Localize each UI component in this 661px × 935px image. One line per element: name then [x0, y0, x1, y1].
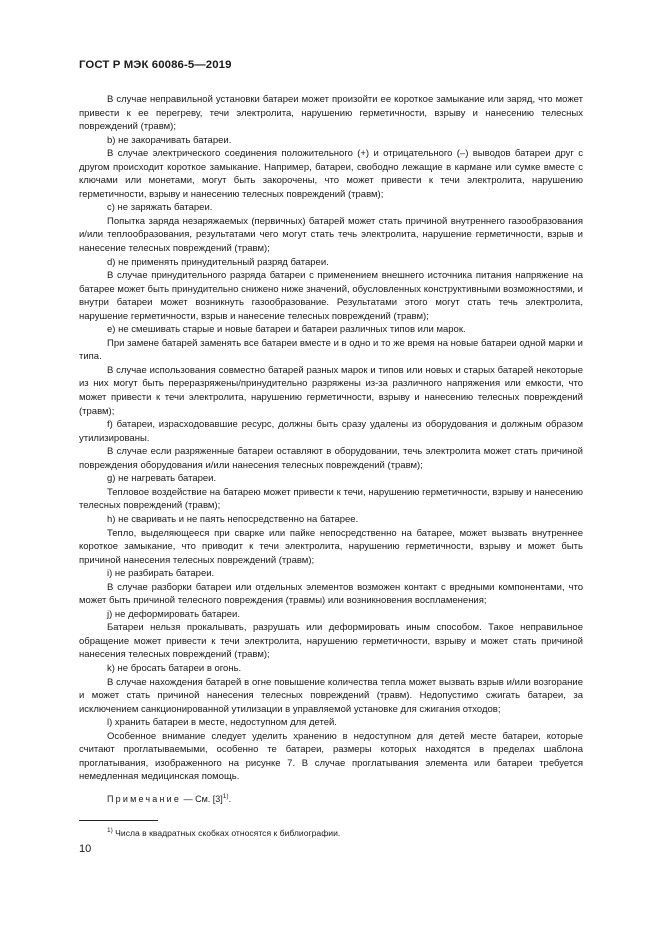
list-item: c) не заряжать батареи. — [107, 202, 213, 214]
paragraph: В случае разборки батареи или отдельных элементов возможен контакт с вредными компонентами, что может быть причиной телесного повреждения (травмы) или возникновения воспламенения; — [79, 581, 583, 607]
note-end: . — [228, 793, 232, 804]
list-item: j) не деформировать батареи. — [107, 608, 240, 620]
paragraph: При замене батарей заменять все батареи вместе и в одно и то же время на новые батареи одной марки и типа. — [79, 337, 583, 363]
list-item: d) не применять принудительный разряд батареи. — [107, 256, 329, 268]
footnote-text: Числа в квадратных скобках относятся к библиографии. — [112, 827, 341, 838]
paragraph: Особенное внимание следует уделить хранению в недоступном для детей месте батареи, которые считают проглатываемыми, особенно те батареи, размеры которых находятся в пределах шаблона проглатывания, изображенного на рисунке 7. В случае проглатывания элемента или батареи требуется немедленная медицинская помощь. — [79, 730, 583, 783]
paragraph: В случае если разряженные батареи оставляют в оборудовании, течь электролита может стать причиной повреждения оборудования и/или нанесения телесных повреждений (травм); — [79, 446, 583, 471]
paragraph: В случае неправильной установки батареи может произойти ее короткое замыкание или заряд, что может привести к ее перегреву, течи электролита, нарушению герметичности, взрыву и нанесению телесных повреждений (травм); — [79, 94, 583, 133]
note — [79, 790, 583, 807]
list-item: b) не закорачивать батареи. — [107, 134, 232, 146]
document-header: ГОСТ Р МЭК 60086-5—2019 — [79, 59, 232, 71]
list-item: l) хранить батареи в месте, недоступном для детей. — [107, 717, 337, 729]
list-item: h) не сваривать и не паять непосредственно на батарее. — [107, 513, 359, 525]
paragraph: В случае электрического соединения положительного (+) и отрицательного (–) выводов батареи друг с другом происходит короткое замыкание. Например, батареи, свободно лежащие в кармане или сумке вместе с ключами или монетами, могут быть закорочены, что может привести к течи электролита, нарушению герметичности, взрыву и нанесению телесных повреждений (травм); — [79, 148, 583, 200]
footnote — [107, 827, 340, 838]
footnote-marker: 1) — [107, 827, 113, 834]
body-text — [79, 93, 583, 806]
list-item: e) не смешивать старые и новые батареи и батареи различных типов или марок. — [107, 324, 466, 336]
note-ref: 1) — [222, 792, 229, 800]
paragraph: f) батареи, израсходовавшие ресурс, должны быть сразу удалены из оборудования и должным образом утилизированы. — [79, 419, 583, 444]
note-text: — См. [3] — [181, 793, 223, 804]
note-label: Примечание — [107, 793, 182, 804]
paragraph: В случае принудительного разряда батареи с применением внешнего источника питания напряжение на батарее может быть принудительно снижено ниже значений, обусловленных конструктивными возможностями, и внутри батареи может возникнуть газообразование. Результатами этого могут стать течь электролита, нарушение герметичности, взрыв и нанесение телесных повреждений (травм); — [79, 270, 583, 322]
paragraph: Батареи нельзя прокалывать, разрушать или деформировать иным способом. Такое неправильное обращение может привести к течи электролита, нарушению герметичности, взрыву и может стать причиной нанесения телесных повреждений (травм); — [79, 622, 583, 661]
list-item: i) не разбирать батареи. — [107, 568, 215, 580]
page-number: 10 — [79, 843, 92, 855]
paragraph: В случае нахождения батарей в огне повышение количества тепла может вызвать взрыв и/или возгорание и может стать причиной нанесения телесных повреждений (травм). Недопустимо сжигать батареи, за исключением санкционированной утилизации в управляемой установке для сжигания отходов; — [79, 676, 583, 715]
list-item: k) не бросать батареи в огонь. — [107, 662, 242, 674]
paragraph: Попытка заряда незаряжаемых (первичных) батарей может стать причиной внутреннего газообразования и/или теплообразования, результатами чего могут стать течь электролита, нарушение герметичности, взрыв и нанесение телесных повреждений (травм); — [79, 215, 583, 255]
paragraph: Тепловое воздействие на батарею может привести к течи, нарушению герметичности, взрыву и нанесению телесных повреждений (травм); — [79, 486, 583, 512]
paragraph: В случае использования совместно батарей разных марок и типов или новых и старых батарей некоторые из них могут быть переразряжены/принудительно разряжены из-за различного напряжения или емкости, что может привести к течи электролита, нарушению герметичности, взрыву и нанесению телесных повреждений (травм); — [79, 364, 583, 417]
paragraph: Тепло, выделяющееся при сварке или пайке непосредственно на батарее, может вызвать внутреннее короткое замыкание, что приводит к течи электролита, нарушению герметичности, взрыву и может быть причиной нанесения телесных повреждений (травм); — [79, 527, 583, 566]
list-item: g) не нагревать батареи. — [107, 473, 217, 485]
footnote-divider — [79, 820, 158, 821]
